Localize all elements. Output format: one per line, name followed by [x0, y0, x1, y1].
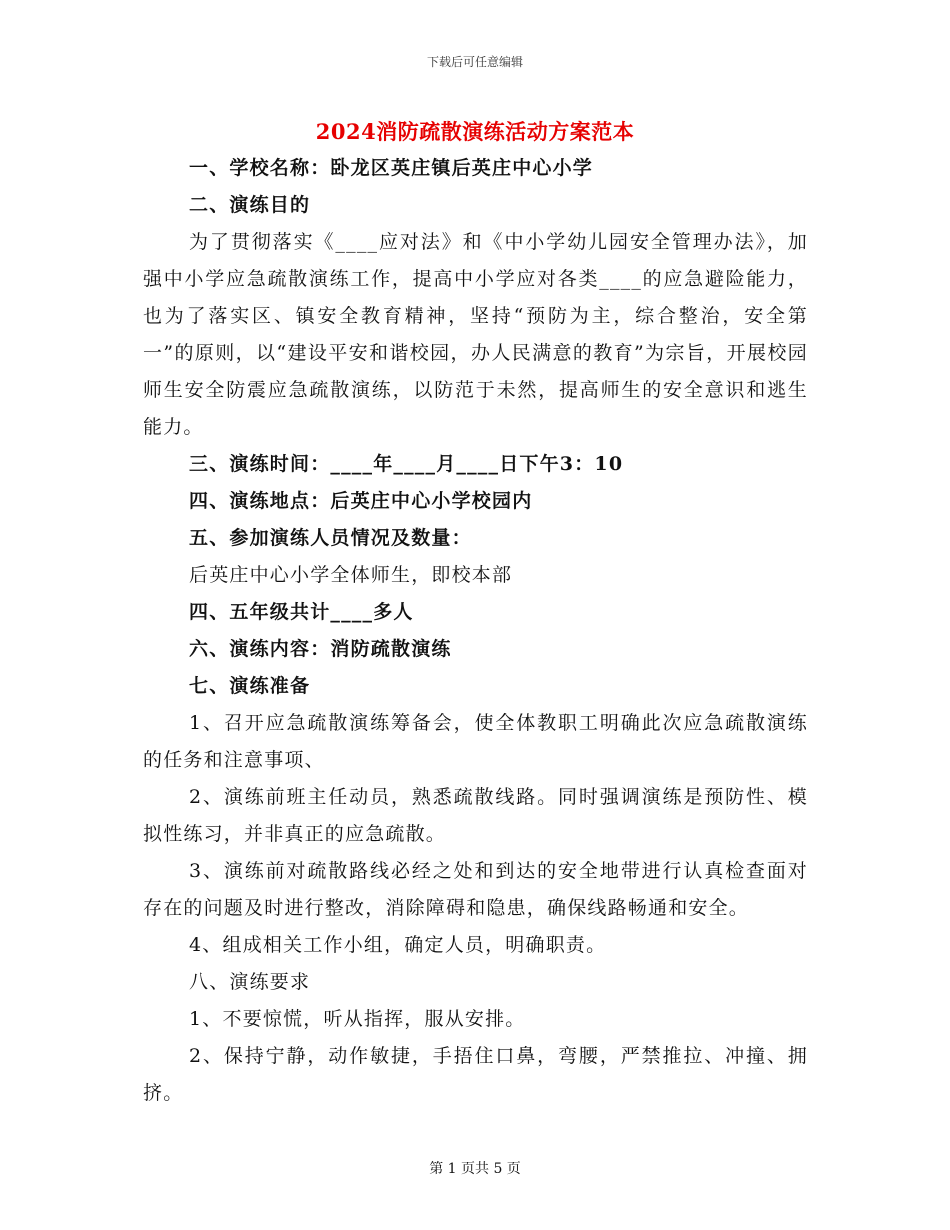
- paragraph: 3、演练前对疏散路线必经之处和到达的安全地带进行认真检查面对存在的问题及时进行整改，消除障碍和隐患，确保线路畅通和安全。: [143, 860, 808, 919]
- paragraph: 五、参加演练人员情况及数量：: [189, 527, 472, 549]
- paragraph: 后英庄中心小学全体师生，即校本部: [189, 564, 513, 586]
- paragraph: 八、演练要求: [189, 971, 311, 993]
- page-footer: 第 1 页共 5 页: [429, 1161, 521, 1177]
- document-body: [143, 150, 808, 1112]
- document-title: 2024消防疏散演练活动方案范本: [315, 119, 635, 144]
- page-header: 下载后可任意编辑: [426, 55, 523, 69]
- paragraph: 为了贯彻落实《____应对法》和《中小学幼儿园安全管理办法》，加强中小学应急疏散演练工作，提高中小学应对各类____的应急避险能力，也为了落实区、镇安全教育精神，坚持“预防为主，综合整治，安全第一”的原则，以“建设平安和谐校园，办人民满意的教育”为宗旨，开展校园师生安全防震应急疏散演练，以防范于未然，提高师生的安全意识和逃生能力。: [143, 231, 808, 438]
- paragraph: 2、演练前班主任动员，熟悉疏散线路。同时强调演练是预防性、模拟性练习，并非真正的应急疏散。: [143, 786, 808, 845]
- paragraph: 4、组成相关工作小组，确定人员，明确职责。: [189, 934, 607, 956]
- paragraph: 四、演练地点：后英庄中心小学校园内: [189, 490, 533, 512]
- paragraph: 1、不要惊慌，听从指挥，服从安排。: [189, 1008, 526, 1030]
- paragraph: 一、学校名称：卧龙区英庄镇后英庄中心小学: [189, 157, 594, 179]
- paragraph: 二、演练目的: [189, 194, 311, 216]
- paragraph: 七、演练准备: [189, 675, 311, 697]
- paragraph: 四、五年级共计____多人: [189, 601, 414, 623]
- paragraph: 三、演练时间：____年____月____日下午3：10: [189, 453, 624, 475]
- paragraph: 六、演练内容：消防疏散演练: [189, 638, 452, 660]
- paragraph: 1、召开应急疏散演练筹备会，使全体教职工明确此次应急疏散演练的任务和注意事项、: [143, 712, 808, 771]
- paragraph: 2、保持宁静，动作敏捷，手捂住口鼻，弯腰，严禁推拉、冲撞、拥挤。: [143, 1045, 808, 1104]
